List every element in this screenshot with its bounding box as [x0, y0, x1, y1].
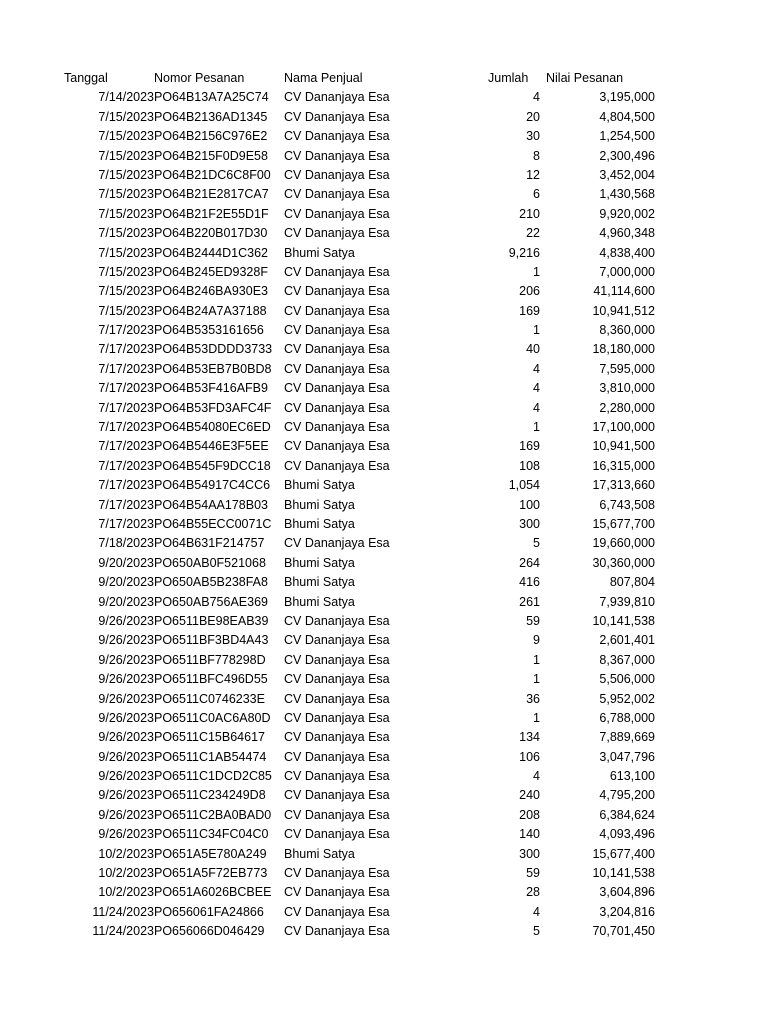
cell-nilai-pesanan[interactable]: 4,804,500 — [599, 109, 655, 124]
cell-jumlah[interactable]: 1 — [533, 710, 540, 725]
cell-jumlah[interactable]: 4 — [533, 904, 540, 919]
cell-nilai-pesanan[interactable]: 3,810,000 — [599, 381, 655, 396]
cell-jumlah[interactable]: 210 — [519, 206, 540, 221]
table-row — [0, 825, 768, 844]
cell-nomor-pesanan[interactable]: PO64B246BA930E3 — [154, 284, 268, 299]
cell-nilai-pesanan[interactable]: 6,743,508 — [599, 497, 655, 512]
cell-tanggal[interactable]: 9/26/2023 — [98, 769, 154, 784]
cell-nama-penjual[interactable]: Bhumi Satya — [284, 594, 355, 609]
cell-nomor-pesanan[interactable]: PO650AB0F521068 — [154, 555, 266, 570]
cell-nilai-pesanan[interactable]: 3,452,004 — [599, 167, 655, 182]
table-row — [0, 864, 768, 883]
cell-nama-penjual[interactable]: CV Dananjaya Esa — [284, 206, 390, 221]
table-row — [0, 593, 768, 612]
cell-nomor-pesanan[interactable]: PO650AB5B238FA8 — [154, 575, 268, 590]
cell-nilai-pesanan[interactable]: 3,604,896 — [599, 885, 655, 900]
cell-nilai-pesanan[interactable]: 10,941,512 — [592, 303, 655, 318]
cell-jumlah[interactable]: 100 — [519, 497, 540, 512]
cell-tanggal[interactable]: 7/18/2023 — [98, 536, 154, 551]
cell-nama-penjual[interactable]: CV Dananjaya Esa — [284, 90, 390, 105]
table-row — [0, 476, 768, 495]
cell-nomor-pesanan[interactable]: PO6511C0AC6A80D — [154, 710, 271, 725]
cell-tanggal[interactable]: 9/26/2023 — [98, 827, 154, 842]
table-row — [0, 845, 768, 864]
cell-nama-penjual[interactable]: CV Dananjaya Esa — [284, 420, 390, 435]
cell-nomor-pesanan[interactable]: PO651A5E780A249 — [154, 846, 267, 861]
table-row — [0, 748, 768, 767]
cell-nomor-pesanan[interactable]: PO64B5353161656 — [154, 323, 264, 338]
cell-nama-penjual[interactable]: CV Dananjaya Esa — [284, 226, 390, 241]
cell-tanggal[interactable]: 7/17/2023 — [98, 342, 154, 357]
cell-tanggal[interactable]: 11/24/2023 — [92, 904, 154, 919]
cell-nilai-pesanan[interactable]: 7,939,810 — [599, 594, 655, 609]
header-jumlah[interactable]: Jumlah — [488, 71, 529, 85]
cell-nilai-pesanan[interactable]: 6,384,624 — [599, 807, 655, 822]
cell-tanggal[interactable]: 10/2/2023 — [98, 866, 154, 881]
table-row — [0, 263, 768, 282]
table-row — [0, 205, 768, 224]
cell-jumlah[interactable]: 4 — [533, 769, 540, 784]
cell-nama-penjual[interactable]: Bhumi Satya — [284, 555, 355, 570]
table-row — [0, 903, 768, 922]
cell-tanggal[interactable]: 7/17/2023 — [98, 458, 154, 473]
cell-nilai-pesanan[interactable]: 807,804 — [609, 575, 655, 590]
cell-tanggal[interactable]: 7/15/2023 — [98, 226, 154, 241]
cell-jumlah[interactable]: 1 — [533, 264, 540, 279]
cell-tanggal[interactable]: 9/26/2023 — [98, 749, 154, 764]
table-row — [0, 340, 768, 359]
cell-tanggal[interactable]: 9/26/2023 — [98, 788, 154, 803]
cell-jumlah[interactable]: 4 — [533, 400, 540, 415]
table-row — [0, 282, 768, 301]
cell-nilai-pesanan[interactable]: 8,367,000 — [599, 652, 655, 667]
cell-nomor-pesanan[interactable]: PO64B245ED9328F — [154, 264, 268, 279]
cell-nomor-pesanan[interactable]: PO6511C1AB54474 — [154, 749, 267, 764]
cell-jumlah[interactable]: 1 — [533, 420, 540, 435]
header-row — [0, 69, 768, 88]
cell-jumlah[interactable]: 40 — [526, 342, 540, 357]
cell-nama-penjual[interactable]: CV Dananjaya Esa — [284, 672, 390, 687]
spreadsheet-sheet — [0, 69, 768, 942]
cell-jumlah[interactable]: 59 — [526, 613, 540, 628]
table-row — [0, 670, 768, 689]
cell-nama-penjual[interactable]: CV Dananjaya Esa — [284, 613, 390, 628]
cell-nomor-pesanan[interactable]: PO6511C2BA0BAD0 — [154, 807, 272, 822]
cell-jumlah[interactable]: 106 — [519, 749, 540, 764]
cell-nilai-pesanan[interactable]: 70,701,450 — [592, 924, 655, 939]
cell-nilai-pesanan[interactable]: 7,889,669 — [599, 730, 655, 745]
cell-tanggal[interactable]: 7/17/2023 — [98, 516, 154, 531]
cell-nama-penjual[interactable]: CV Dananjaya Esa — [284, 866, 390, 881]
cell-jumlah[interactable]: 9,216 — [508, 245, 540, 260]
cell-nilai-pesanan[interactable]: 4,838,400 — [599, 245, 655, 260]
cell-nomor-pesanan[interactable]: PO64B21DC6C8F00 — [154, 167, 271, 182]
cell-tanggal[interactable]: 7/17/2023 — [98, 497, 154, 512]
cell-nomor-pesanan[interactable]: PO64B53F416AFB9 — [154, 381, 268, 396]
table-row — [0, 573, 768, 592]
cell-tanggal[interactable]: 10/2/2023 — [98, 846, 154, 861]
table-row — [0, 767, 768, 786]
cell-tanggal[interactable]: 7/17/2023 — [98, 323, 154, 338]
cell-nilai-pesanan[interactable]: 4,093,496 — [599, 827, 655, 842]
cell-tanggal[interactable]: 9/20/2023 — [98, 594, 154, 609]
cell-tanggal[interactable]: 7/15/2023 — [98, 187, 154, 202]
cell-nomor-pesanan[interactable]: PO651A6026BCBEE — [154, 885, 272, 900]
cell-tanggal[interactable]: 9/26/2023 — [98, 710, 154, 725]
cell-nama-penjual[interactable]: CV Dananjaya Esa — [284, 458, 390, 473]
cell-tanggal[interactable]: 9/26/2023 — [98, 652, 154, 667]
cell-jumlah[interactable]: 261 — [519, 594, 540, 609]
cell-nama-penjual[interactable]: Bhumi Satya — [284, 245, 355, 260]
cell-nilai-pesanan[interactable]: 5,506,000 — [599, 672, 655, 687]
header-nilai-pesanan[interactable]: Nilai Pesanan — [546, 71, 624, 85]
cell-jumlah[interactable]: 1,054 — [508, 478, 540, 493]
table-row — [0, 88, 768, 107]
cell-nomor-pesanan[interactable]: PO64B55ECC0071C — [154, 516, 272, 531]
cell-jumlah[interactable]: 134 — [519, 730, 540, 745]
cell-jumlah[interactable]: 206 — [519, 284, 540, 299]
cell-nomor-pesanan[interactable]: PO64B54080EC6ED — [154, 420, 271, 435]
cell-nomor-pesanan[interactable]: PO6511C1DCD2C85 — [154, 769, 272, 784]
table-row — [0, 554, 768, 573]
cell-nilai-pesanan[interactable]: 10,141,538 — [592, 866, 655, 881]
cell-jumlah[interactable]: 208 — [519, 807, 540, 822]
cell-nilai-pesanan[interactable]: 8,360,000 — [599, 323, 655, 338]
cell-nilai-pesanan[interactable]: 15,677,700 — [592, 516, 655, 531]
cell-nama-penjual[interactable]: Bhumi Satya — [284, 575, 355, 590]
table-row — [0, 496, 768, 515]
table-row — [0, 631, 768, 650]
cell-tanggal[interactable]: 7/15/2023 — [98, 148, 154, 163]
cell-tanggal[interactable]: 9/26/2023 — [98, 691, 154, 706]
cell-tanggal[interactable]: 9/26/2023 — [98, 807, 154, 822]
cell-jumlah[interactable]: 9 — [533, 633, 540, 648]
cell-nomor-pesanan[interactable]: PO656066D046429 — [154, 924, 265, 939]
cell-nomor-pesanan[interactable]: PO6511C0746233E — [154, 691, 265, 706]
cell-nilai-pesanan[interactable]: 15,677,400 — [592, 846, 655, 861]
cell-jumlah[interactable]: 12 — [526, 167, 540, 182]
cell-jumlah[interactable]: 108 — [519, 458, 540, 473]
table-row — [0, 883, 768, 902]
cell-nilai-pesanan[interactable]: 10,141,538 — [592, 613, 655, 628]
cell-nomor-pesanan[interactable]: PO64B21E2817CA7 — [154, 187, 269, 202]
cell-jumlah[interactable]: 169 — [519, 303, 540, 318]
cell-nomor-pesanan[interactable]: PO64B631F214757 — [154, 536, 265, 551]
header-tanggal[interactable]: Tanggal — [64, 71, 108, 85]
cell-nomor-pesanan[interactable]: PO64B2136AD1345 — [154, 109, 268, 124]
cell-jumlah[interactable]: 5 — [533, 536, 540, 551]
cell-nomor-pesanan[interactable]: PO656061FA24866 — [154, 904, 264, 919]
cell-nama-penjual[interactable]: Bhumi Satya — [284, 516, 355, 531]
cell-tanggal[interactable]: 9/26/2023 — [98, 633, 154, 648]
cell-jumlah[interactable]: 1 — [533, 323, 540, 338]
cell-nama-penjual[interactable]: CV Dananjaya Esa — [284, 129, 390, 144]
cell-tanggal[interactable]: 11/24/2023 — [92, 924, 154, 939]
cell-nama-penjual[interactable]: CV Dananjaya Esa — [284, 691, 390, 706]
cell-nama-penjual[interactable]: CV Dananjaya Esa — [284, 904, 390, 919]
table-row — [0, 244, 768, 263]
cell-tanggal[interactable]: 9/20/2023 — [98, 575, 154, 590]
cell-tanggal[interactable]: 9/26/2023 — [98, 730, 154, 745]
cell-nomor-pesanan[interactable]: PO64B54917C4CC6 — [154, 478, 271, 493]
cell-nomor-pesanan[interactable]: PO6511BE98EAB39 — [154, 613, 269, 628]
cell-nama-penjual[interactable]: CV Dananjaya Esa — [284, 109, 390, 124]
cell-nomor-pesanan[interactable]: PO64B5446E3F5EE — [154, 439, 269, 454]
cell-nilai-pesanan[interactable]: 9,920,002 — [599, 206, 655, 221]
cell-nilai-pesanan[interactable]: 4,795,200 — [599, 788, 655, 803]
cell-nama-penjual[interactable]: CV Dananjaya Esa — [284, 710, 390, 725]
cell-jumlah[interactable]: 36 — [526, 691, 540, 706]
cell-nilai-pesanan[interactable]: 7,000,000 — [599, 264, 655, 279]
cell-nilai-pesanan[interactable]: 17,313,660 — [592, 478, 655, 493]
cell-nomor-pesanan[interactable]: PO6511BF3BD4A43 — [154, 633, 269, 648]
cell-nama-penjual[interactable]: CV Dananjaya Esa — [284, 381, 390, 396]
cell-nilai-pesanan[interactable]: 2,280,000 — [599, 400, 655, 415]
table-row — [0, 224, 768, 243]
cell-nomor-pesanan[interactable]: PO6511C15B64617 — [154, 730, 265, 745]
cell-jumlah[interactable]: 20 — [526, 109, 540, 124]
table-row — [0, 379, 768, 398]
cell-nilai-pesanan[interactable]: 41,114,600 — [593, 284, 655, 299]
cell-nilai-pesanan[interactable]: 2,300,496 — [599, 148, 655, 163]
cell-nomor-pesanan[interactable]: PO6511BFC496D55 — [154, 672, 268, 687]
table-row — [0, 166, 768, 185]
cell-jumlah[interactable]: 22 — [526, 226, 540, 241]
cell-nama-penjual[interactable]: CV Dananjaya Esa — [284, 439, 390, 454]
cell-nilai-pesanan[interactable]: 1,430,568 — [599, 187, 655, 202]
cell-nama-penjual[interactable]: CV Dananjaya Esa — [284, 167, 390, 182]
cell-nama-penjual[interactable]: Bhumi Satya — [284, 846, 355, 861]
cell-tanggal[interactable]: 7/17/2023 — [98, 361, 154, 376]
cell-nomor-pesanan[interactable]: PO64B53EB7B0BD8 — [154, 361, 272, 376]
cell-nilai-pesanan[interactable]: 5,952,002 — [599, 691, 655, 706]
cell-nomor-pesanan[interactable]: PO64B53FD3AFC4F — [154, 400, 272, 415]
cell-jumlah[interactable]: 8 — [533, 148, 540, 163]
cell-nama-penjual[interactable]: CV Dananjaya Esa — [284, 361, 390, 376]
table-row — [0, 108, 768, 127]
cell-nilai-pesanan[interactable]: 10,941,500 — [592, 439, 655, 454]
cell-nama-penjual[interactable]: CV Dananjaya Esa — [284, 400, 390, 415]
table-row — [0, 321, 768, 340]
table-row — [0, 651, 768, 670]
table-row — [0, 806, 768, 825]
cell-nama-penjual[interactable]: Bhumi Satya — [284, 497, 355, 512]
table-row — [0, 399, 768, 418]
cell-jumlah[interactable]: 6 — [533, 187, 540, 202]
cell-jumlah[interactable]: 140 — [519, 827, 540, 842]
cell-nama-penjual[interactable]: CV Dananjaya Esa — [284, 730, 390, 745]
cell-nomor-pesanan[interactable]: PO64B13A7A25C74 — [154, 90, 269, 105]
cell-nama-penjual[interactable]: Bhumi Satya — [284, 478, 355, 493]
cell-jumlah[interactable]: 169 — [519, 439, 540, 454]
table-row — [0, 185, 768, 204]
cell-nama-penjual[interactable]: CV Dananjaya Esa — [284, 148, 390, 163]
cell-nomor-pesanan[interactable]: PO650AB756AE369 — [154, 594, 268, 609]
cell-jumlah[interactable]: 59 — [526, 866, 540, 881]
table-row — [0, 147, 768, 166]
cell-nilai-pesanan[interactable]: 3,047,796 — [599, 749, 655, 764]
cell-nomor-pesanan[interactable]: PO64B2444D1C362 — [154, 245, 268, 260]
cell-nomor-pesanan[interactable]: PO6511C234249D8 — [154, 788, 266, 803]
table-row — [0, 302, 768, 321]
table-row — [0, 728, 768, 747]
table-row — [0, 690, 768, 709]
cell-nomor-pesanan[interactable]: PO64B21F2E55D1F — [154, 206, 269, 221]
table-row — [0, 360, 768, 379]
cell-nilai-pesanan[interactable]: 17,100,000 — [592, 420, 655, 435]
cell-jumlah[interactable]: 30 — [526, 129, 540, 144]
cell-tanggal[interactable]: 7/15/2023 — [98, 264, 154, 279]
cell-nama-penjual[interactable]: CV Dananjaya Esa — [284, 303, 390, 318]
cell-nama-penjual[interactable]: CV Dananjaya Esa — [284, 264, 390, 279]
cell-nomor-pesanan[interactable]: PO64B24A7A37188 — [154, 303, 267, 318]
table-row — [0, 418, 768, 437]
table-body — [0, 88, 768, 941]
cell-nilai-pesanan[interactable]: 7,595,000 — [599, 361, 655, 376]
cell-tanggal[interactable]: 7/15/2023 — [98, 109, 154, 124]
cell-jumlah[interactable]: 1 — [533, 672, 540, 687]
cell-tanggal[interactable]: 7/17/2023 — [98, 400, 154, 415]
cell-nomor-pesanan[interactable]: PO64B215F0D9E58 — [154, 148, 268, 163]
cell-tanggal[interactable]: 7/15/2023 — [98, 284, 154, 299]
cell-nama-penjual[interactable]: CV Dananjaya Esa — [284, 807, 390, 822]
table-row — [0, 437, 768, 456]
cell-nomor-pesanan[interactable]: PO651A5F72EB773 — [154, 866, 268, 881]
cell-tanggal[interactable]: 7/17/2023 — [98, 478, 154, 493]
cell-tanggal[interactable]: 7/15/2023 — [98, 245, 154, 260]
cell-nama-penjual[interactable]: CV Dananjaya Esa — [284, 652, 390, 667]
cell-tanggal[interactable]: 7/15/2023 — [98, 167, 154, 182]
table-row — [0, 515, 768, 534]
cell-jumlah[interactable]: 1 — [533, 652, 540, 667]
cell-nama-penjual[interactable]: CV Dananjaya Esa — [284, 788, 390, 803]
cell-jumlah[interactable]: 300 — [519, 846, 540, 861]
cell-nama-penjual[interactable]: CV Dananjaya Esa — [284, 187, 390, 202]
header-nomor-pesanan[interactable]: Nomor Pesanan — [154, 71, 245, 85]
cell-tanggal[interactable]: 9/26/2023 — [98, 613, 154, 628]
table-row — [0, 534, 768, 553]
table-row — [0, 127, 768, 146]
cell-nomor-pesanan[interactable]: PO64B53DDDD3733 — [154, 342, 273, 357]
cell-nama-penjual[interactable]: CV Dananjaya Esa — [284, 342, 390, 357]
table-row — [0, 612, 768, 631]
cell-jumlah[interactable]: 4 — [533, 361, 540, 376]
cell-jumlah[interactable]: 240 — [519, 788, 540, 803]
cell-jumlah[interactable]: 300 — [519, 516, 540, 531]
cell-nama-penjual[interactable]: CV Dananjaya Esa — [284, 633, 390, 648]
cell-tanggal[interactable]: 7/17/2023 — [98, 439, 154, 454]
cell-tanggal[interactable]: 9/26/2023 — [98, 672, 154, 687]
table-row — [0, 709, 768, 728]
cell-tanggal[interactable]: 7/15/2023 — [98, 303, 154, 318]
table-row — [0, 786, 768, 805]
header-nama-penjual[interactable]: Nama Penjual — [284, 71, 363, 85]
cell-nomor-pesanan[interactable]: PO6511BF778298D — [154, 652, 266, 667]
cell-nomor-pesanan[interactable]: PO64B545F9DCC18 — [154, 458, 271, 473]
cell-nomor-pesanan[interactable]: PO64B54AA178B03 — [154, 497, 268, 512]
cell-jumlah[interactable]: 4 — [533, 381, 540, 396]
cell-nama-penjual[interactable]: CV Dananjaya Esa — [284, 769, 390, 784]
cell-nilai-pesanan[interactable]: 4,960,348 — [599, 226, 655, 241]
cell-nilai-pesanan[interactable]: 3,195,000 — [599, 90, 655, 105]
cell-nilai-pesanan[interactable]: 19,660,000 — [592, 536, 655, 551]
cell-jumlah[interactable]: 264 — [519, 555, 540, 570]
cell-tanggal[interactable]: 7/14/2023 — [98, 90, 154, 105]
cell-jumlah[interactable]: 4 — [533, 90, 540, 105]
cell-nilai-pesanan[interactable]: 18,180,000 — [592, 342, 655, 357]
cell-tanggal[interactable]: 7/17/2023 — [98, 381, 154, 396]
cell-nama-penjual[interactable]: CV Dananjaya Esa — [284, 536, 390, 551]
cell-nomor-pesanan[interactable]: PO64B2156C976E2 — [154, 129, 268, 144]
cell-tanggal[interactable]: 7/17/2023 — [98, 420, 154, 435]
cell-nomor-pesanan[interactable]: PO64B220B017D30 — [154, 226, 268, 241]
cell-nama-penjual[interactable]: CV Dananjaya Esa — [284, 924, 390, 939]
cell-nilai-pesanan[interactable]: 30,360,000 — [592, 555, 655, 570]
cell-tanggal[interactable]: 7/15/2023 — [98, 129, 154, 144]
cell-tanggal[interactable]: 7/15/2023 — [98, 206, 154, 221]
table-row — [0, 457, 768, 476]
cell-tanggal[interactable]: 10/2/2023 — [98, 885, 154, 900]
cell-nilai-pesanan[interactable]: 2,601,401 — [599, 633, 655, 648]
cell-nama-penjual[interactable]: CV Dananjaya Esa — [284, 827, 390, 842]
cell-nama-penjual[interactable]: CV Dananjaya Esa — [284, 885, 390, 900]
cell-jumlah[interactable]: 28 — [526, 885, 540, 900]
cell-nilai-pesanan[interactable]: 3,204,816 — [599, 904, 655, 919]
cell-jumlah[interactable]: 416 — [519, 575, 540, 590]
cell-nilai-pesanan[interactable]: 16,315,000 — [592, 458, 655, 473]
cell-nama-penjual[interactable]: CV Dananjaya Esa — [284, 749, 390, 764]
table-row — [0, 922, 768, 941]
cell-tanggal[interactable]: 9/20/2023 — [98, 555, 154, 570]
cell-nama-penjual[interactable]: CV Dananjaya Esa — [284, 284, 390, 299]
cell-nilai-pesanan[interactable]: 6,788,000 — [599, 710, 655, 725]
cell-jumlah[interactable]: 5 — [533, 924, 540, 939]
cell-nilai-pesanan[interactable]: 1,254,500 — [599, 129, 655, 144]
cell-nama-penjual[interactable]: CV Dananjaya Esa — [284, 323, 390, 338]
cell-nilai-pesanan[interactable]: 613,100 — [609, 769, 655, 784]
cell-nomor-pesanan[interactable]: PO6511C34FC04C0 — [154, 827, 269, 842]
